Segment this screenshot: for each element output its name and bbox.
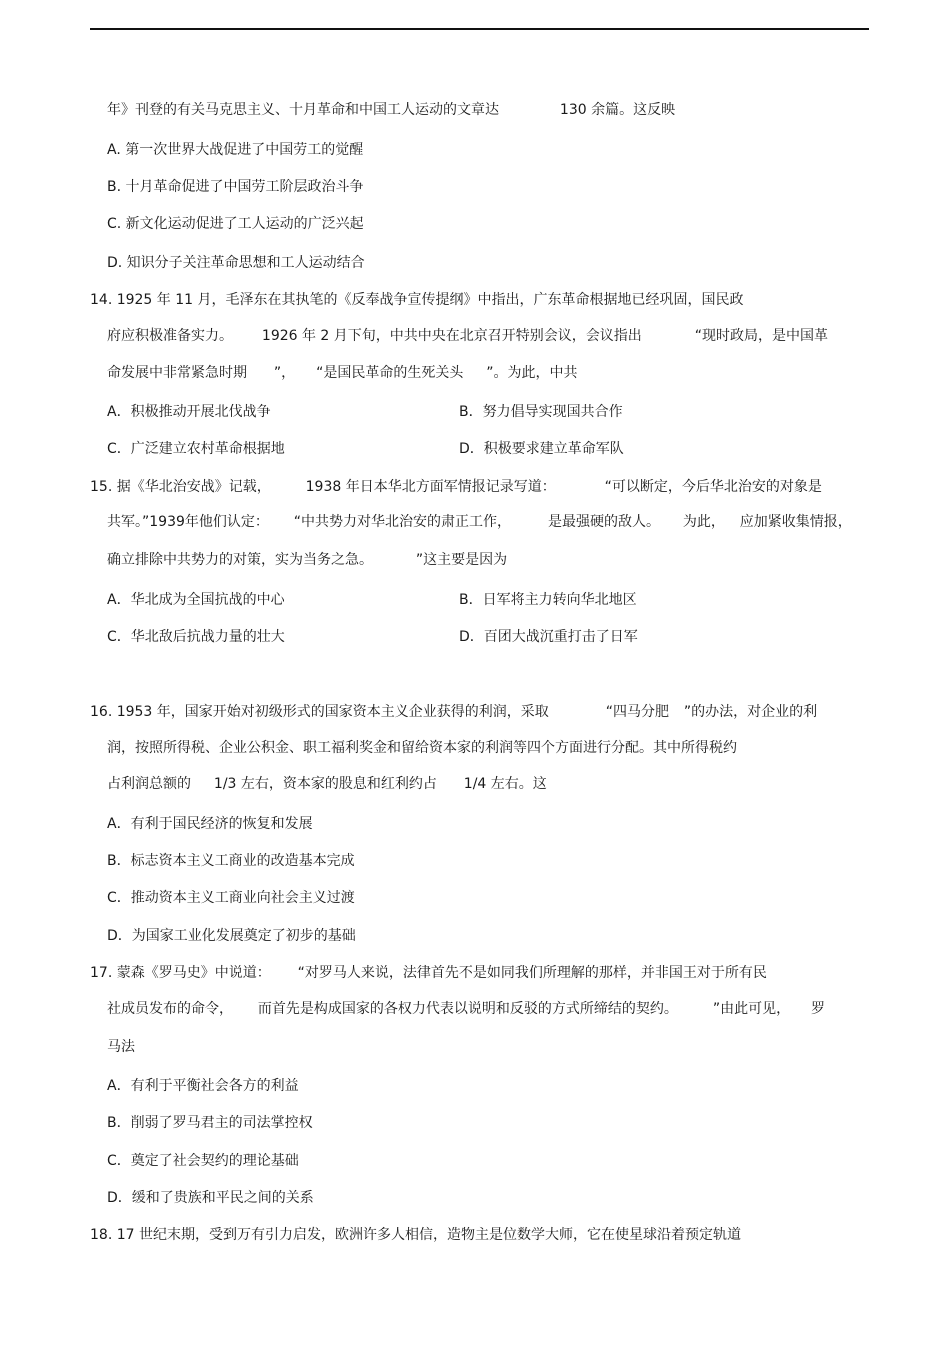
q14-option-b: B．努力倡导实现国共合作 [459,404,623,420]
q17-text-c: 社成员发布的命令， [107,1001,233,1017]
q16-stem-line-2: 润，按照所得税、企业公积金、职工福利奖金和留给资本家的利润等四个方面进行分配。其中所得税约 [107,740,737,756]
q14-option-a: A．积极推动开展北伐战争 [107,404,271,420]
q17-text-f: 罗 [810,1001,825,1017]
q17-stem-line-2 [107,1000,825,1018]
q16-option-b: B．标志资本主义工商业的改造基本完成 [107,853,355,869]
q15-text-h: 为此， [682,514,725,530]
q13-stem-line [107,101,675,119]
q15-option-b: B．日军将主力转向华北地区 [459,592,637,608]
q15-option-c: C．华北敌后抗战力量的壮大 [107,629,285,645]
q14-stem-line-1: 14. 1925 年 11 月，毛泽东在其执笔的《反奉战争宣传提纲》中指出，广东革命根据地已经巩固，国民政 [90,292,744,308]
q17-stem-line-3: 马法 [107,1039,135,1055]
q13-option-c: C. 新文化运动促进了工人运动的广泛兴起 [107,216,364,232]
q16-text-a: 16. 1953 年，国家开始对初级形式的国家资本主义企业获得的利润，采取 [90,704,549,720]
q16-stem-line-3 [107,775,547,793]
q14-text-d: 命发展中非常紧急时期 [107,365,247,381]
q15-stem-line-2 [107,513,852,531]
q16-text-c: ”的办法，对企业的利 [683,704,818,720]
q13-option-b: B. 十月革命促进了中国劳工阶层政治斗争 [107,179,364,195]
q17-text-d: 而首先是构成国家的各权力代表以说明和反驳的方式所缔结的契约。 [257,1001,678,1017]
q14-text-a: 府应积极准备实力。 [107,328,233,344]
q15-text-e: 年他们认定： [184,514,269,530]
q16-text-e: 1/3 左右，资本家的股息和红利约占 [213,776,437,792]
q15-text-k: ”这主要是因为 [415,552,508,568]
q14-stem-line-3 [107,364,578,382]
q15-option-a: A．华北成为全国抗战的中心 [107,592,285,608]
q17-text-b: “对罗马人来说，法律首先不是如同我们所理解的那样，并非国王对于所有民 [297,965,767,981]
q17-option-c: C．奠定了社会契约的理论基础 [107,1153,299,1169]
q16-option-d: D．为国家工业化发展奠定了初步的基础 [107,928,356,944]
q15-text-g: 是最强硬的敌人。 [547,514,660,530]
q16-stem-line-1 [90,703,817,721]
q17-option-a: A．有利于平衡社会各方的利益 [107,1078,299,1094]
q16-option-c: C．推动资本主义工商业向社会主义过渡 [107,890,355,906]
q14-text-g: ”。为此，中共 [486,365,578,381]
q17-option-d: D．缓和了贵族和平民之间的关系 [107,1190,314,1206]
q15-stem-line-1 [90,478,822,496]
q14-text-b: 1926 年 2 月下旬，中共中央在北京召开特别会议，会议指出 [261,328,642,344]
q14-text-c: “现时政局，是中国革 [694,328,828,344]
q16-option-a: A．有利于国民经济的恢复和发展 [107,816,313,832]
q17-stem-line-1 [90,964,767,982]
q14-option-d: D．积极要求建立革命军队 [459,441,624,457]
q16-text-f: 1/4 左右。这 [463,776,547,792]
q13-stem-text: 年》刊登的有关马克思主义、十月革命和中国工人运动的文章达 [107,102,499,118]
q17-text-e: ”由此可见， [712,1001,791,1017]
q15-text-f: “中共势力对华北治安的肃正工作， [293,514,512,530]
q15-stem-line-3 [107,551,507,569]
header-rule [90,28,869,30]
q17-text-a: 17. 蒙森《罗马史》中说道： [90,965,271,981]
q18-stem-line-1: 18. 17 世纪末期，受到万有引力启发，欧洲许多人相信，造物主是位数学大师，它在使星球沿着预定轨道 [90,1227,741,1243]
q15-option-d: D．百团大战沉重打击了日军 [459,629,638,645]
q15-text-j: 确立排除中共势力的对策，实为当务之急。 [107,552,373,568]
q14-stem-line-2 [107,327,828,345]
q17-option-b: B．削弱了罗马君主的司法掌控权 [107,1115,313,1131]
q16-text-d: 占利润总额的 [107,776,191,792]
q15-text-b: 1938 年日本华北方面军情报记录写道： [305,479,556,495]
q15-text-i: 应加紧收集情报， [739,514,852,530]
q16-text-b: “四马分肥 [605,704,669,720]
q15-text-d: 共军。”1939 [107,514,185,530]
q13-stem-text-end: 130 余篇。这反映 [559,102,676,118]
q13-option-a: A. 第一次世界大战促进了中国劳工的觉醒 [107,142,364,158]
q14-option-c: C．广泛建立农村革命根据地 [107,441,285,457]
q14-text-f: “是国民革命的生死关头 [316,365,464,381]
q15-text-a: 15. 据《华北治安战》记载， [90,479,271,495]
q13-option-d: D. 知识分子关注革命思想和工人运动结合 [107,255,365,271]
q15-text-c: “可以断定，今后华北治安的对象是 [604,479,822,495]
q14-text-e: ”， [273,365,296,381]
